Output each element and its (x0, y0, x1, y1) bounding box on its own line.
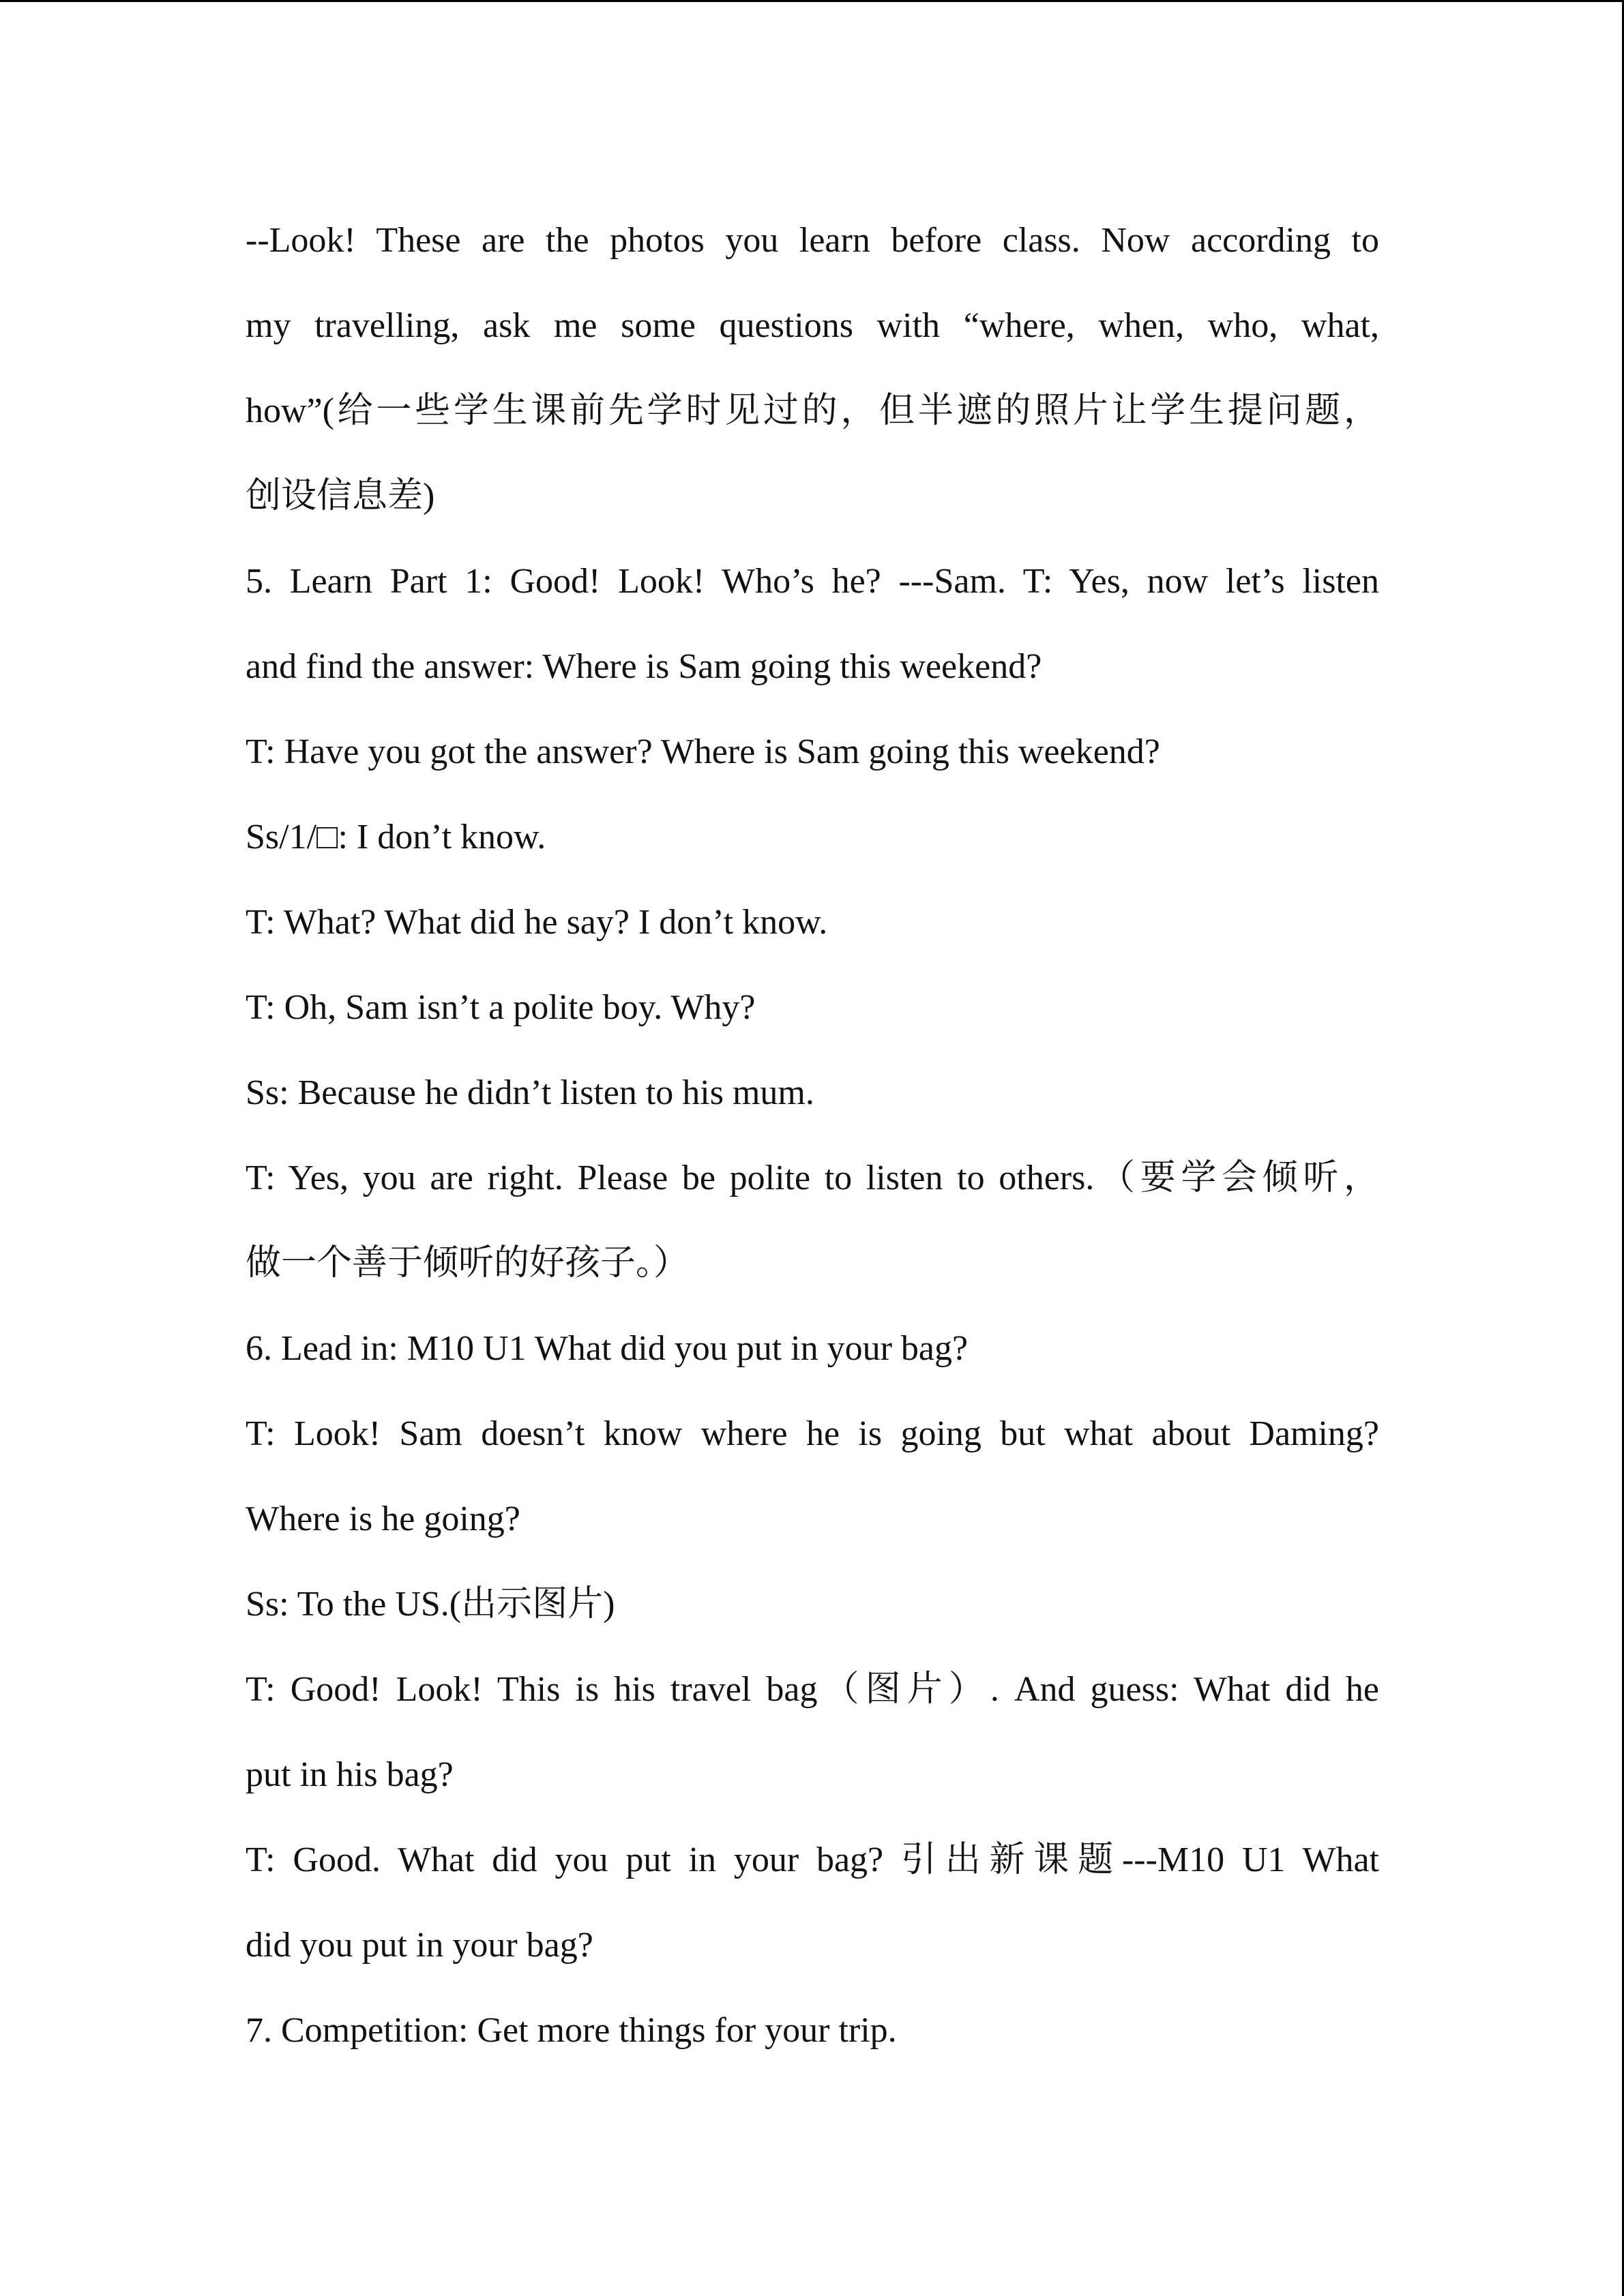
text-line: Ss: To the US.(出示图片) (246, 1585, 615, 1624)
text-line: 6. Lead in: M10 U1 What did you put in your bag? (246, 1329, 969, 1368)
text-line: did you put in your bag? (246, 1926, 593, 1965)
text-line: put in his bag? (246, 1755, 454, 1794)
text-line: 做一个善于倾听的好孩子。） (246, 1244, 690, 1283)
text-line: 创设信息差) (246, 477, 435, 516)
text-line: T: Oh, Sam isn’t a polite boy. Why? (246, 988, 756, 1027)
page-top-border (0, 0, 1624, 2)
text-line: T: Yes, you are right. Please be polite to listen to others.（要学会倾听， (246, 1159, 1379, 1197)
text-line: --Look! These are the photos you learn before class. Now according to (246, 221, 1379, 260)
text-line: my travelling, ask me some questions with “where, when, who, what, (246, 306, 1379, 345)
text-line: how”(给一些学生课前先学时见过的，但半遮的照片让学生提问题， (246, 391, 1379, 430)
text-line: T: Good. What did you put in your bag? 引出新课题---M10 U1 What (246, 1840, 1379, 1879)
text-line: Where is he going? (246, 1500, 520, 1538)
text-line: 5. Learn Part 1: Good! Look! Who’s he? ---Sam. T: Yes, now let’s listen (246, 562, 1379, 601)
text-line: and find the answer: Where is Sam going this weekend? (246, 647, 1042, 686)
text-line: Ss/1/□: I don’t know. (246, 818, 546, 856)
text-line: T: What? What did he say? I don’t know. (246, 903, 828, 942)
document-page (246, 198, 1379, 2073)
text-line: T: Good! Look! This is his travel bag（图片）. And guess: What did he (246, 1670, 1379, 1709)
text-line: 7. Competition: Get more things for your trip. (246, 2011, 897, 2050)
text-line: T: Look! Sam doesn’t know where he is going but what about Daming? (246, 1414, 1379, 1453)
text-line: T: Have you got the answer? Where is Sam going this weekend? (246, 732, 1160, 771)
text-line: Ss: Because he didn’t listen to his mum. (246, 1073, 814, 1112)
